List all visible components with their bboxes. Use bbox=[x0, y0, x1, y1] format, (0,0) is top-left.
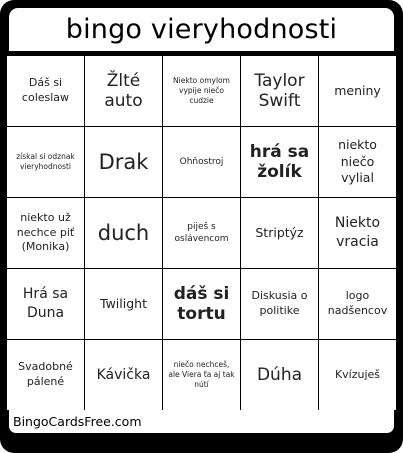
bingo-cell[interactable]: Drak bbox=[85, 127, 162, 197]
bingo-cell[interactable]: Taylor Swift bbox=[241, 56, 318, 126]
bingo-cell[interactable]: Niekto omylom vypije niečo cudzie bbox=[163, 56, 240, 126]
bingo-cell[interactable]: meniny bbox=[319, 56, 396, 126]
bingo-cell[interactable]: Twilight bbox=[85, 269, 162, 339]
bingo-cell[interactable]: Kvízuješ bbox=[319, 340, 396, 410]
bingo-cell[interactable]: dáš si tortu bbox=[163, 269, 240, 339]
bingo-cell[interactable]: piješ s oslávencom bbox=[163, 198, 240, 268]
card-title: bingo vieryhodnosti bbox=[65, 14, 338, 45]
bingo-cell[interactable]: Diskusia o politike bbox=[241, 269, 318, 339]
bingo-cell[interactable]: duch bbox=[85, 198, 162, 268]
title-header bbox=[9, 8, 394, 51]
bingo-cell[interactable]: Striptýz bbox=[241, 198, 318, 268]
bingo-cell[interactable]: logo nadšencov bbox=[319, 269, 396, 339]
bingo-cell[interactable]: Hrá sa Duna bbox=[7, 269, 84, 339]
bingo-grid bbox=[7, 56, 396, 410]
bingo-cell[interactable]: Niekto vracia bbox=[319, 198, 396, 268]
bingo-cell[interactable]: Ohňostroj bbox=[163, 127, 240, 197]
bingo-cell[interactable]: niekto niečo vylial bbox=[319, 127, 396, 197]
bingo-cell[interactable]: Žlté auto bbox=[85, 56, 162, 126]
bingo-cell[interactable]: Kávička bbox=[85, 340, 162, 410]
footer bbox=[9, 410, 394, 433]
footer-link[interactable]: BingoCardsFree.com bbox=[13, 414, 142, 429]
bingo-cell[interactable]: Svadobné pálené bbox=[7, 340, 84, 410]
bingo-cell[interactable]: niečo nechceš, ale Viera ťa aj tak nútí bbox=[163, 340, 240, 410]
bingo-cell[interactable]: Dúha bbox=[241, 340, 318, 410]
bingo-cell[interactable]: hrá sa žolík bbox=[241, 127, 318, 197]
bingo-cell[interactable]: niekto už nechce piť (Monika) bbox=[7, 198, 84, 268]
bingo-cell[interactable]: Dáš si coleslaw bbox=[7, 56, 84, 126]
bingo-cell[interactable]: získal si odznak vieryhodnosti bbox=[7, 127, 84, 197]
